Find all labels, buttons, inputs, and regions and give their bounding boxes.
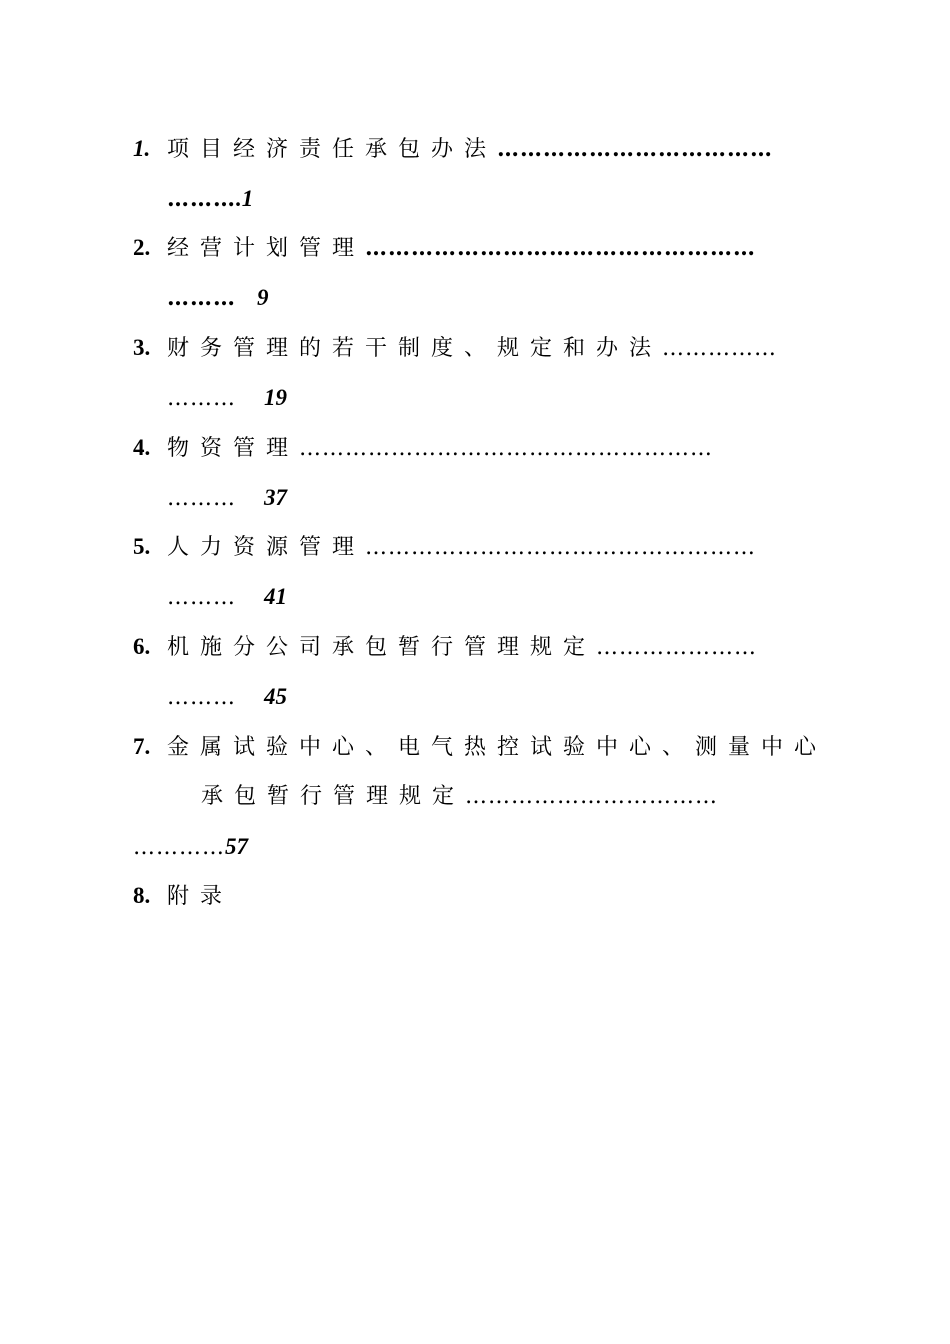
toc-item-3-continuation xyxy=(167,383,287,413)
toc-item-title: 经营计划管理 xyxy=(167,236,366,261)
toc-leader-dots: …………… xyxy=(662,336,778,361)
toc-item-page: 41 xyxy=(263,584,287,609)
toc-leader-dots: ……………………………… xyxy=(497,136,774,162)
toc-leader-dots: ……… xyxy=(167,585,236,610)
toc-item-2[interactable] xyxy=(133,233,756,263)
toc-leader-dots: …………………………………………… xyxy=(365,535,757,560)
toc-item-4[interactable] xyxy=(133,433,713,463)
toc-item-title: 金属试验中心、电气热控试验中心、测量中心 xyxy=(167,735,828,760)
toc-item-8[interactable] xyxy=(133,881,233,911)
toc-leader-dots: …………………………………………… xyxy=(365,235,757,261)
toc-item-page: 45 xyxy=(263,684,287,709)
toc-item-page: 9 xyxy=(256,285,269,310)
toc-item-2-continuation xyxy=(167,283,268,313)
toc-item-page: 57 xyxy=(225,834,248,859)
toc-item-5[interactable] xyxy=(133,532,756,562)
toc-item-number: 1. xyxy=(133,136,151,161)
toc-item-1[interactable] xyxy=(133,134,773,164)
toc-item-title: 物资管理 xyxy=(167,436,300,461)
toc-item-6-continuation xyxy=(167,682,287,712)
toc-item-title-line2: 承包暂行管理规定 xyxy=(201,784,466,809)
toc-leader-dots: ………… xyxy=(133,835,225,860)
toc-item-3[interactable] xyxy=(133,333,777,363)
toc-item-number: 8. xyxy=(133,883,151,908)
toc-leader-dots: ……… xyxy=(167,486,236,511)
toc-leader-dots: …………………………… xyxy=(465,784,719,809)
toc-item-title: 人力资源管理 xyxy=(167,535,366,560)
toc-leader-dots: ……………………………………………… xyxy=(299,436,714,461)
toc-item-number: 6. xyxy=(133,634,151,659)
toc-item-title: 财务管理的若干制度、规定和办法 xyxy=(167,336,663,361)
toc-item-number: 7. xyxy=(133,734,151,759)
toc-item-7-continuation xyxy=(133,832,248,862)
toc-item-page: 37 xyxy=(263,485,287,510)
toc-leader-dots: ……… xyxy=(167,685,236,710)
toc-item-5-continuation xyxy=(167,582,287,612)
toc-leader-dots: ……… xyxy=(167,285,236,311)
toc-item-number: 2. xyxy=(133,235,151,260)
toc-leader-dots: ……… xyxy=(167,186,236,212)
toc-item-7[interactable] xyxy=(133,732,827,762)
toc-item-page: .1 xyxy=(236,186,254,211)
toc-item-6[interactable] xyxy=(133,632,757,662)
toc-item-number: 4. xyxy=(133,435,151,460)
toc-item-number: 3. xyxy=(133,335,151,360)
toc-item-4-continuation xyxy=(167,483,287,513)
toc-item-7-title-continuation xyxy=(201,782,718,812)
toc-item-title: 附录 xyxy=(167,884,234,909)
toc-leader-dots: ………………… xyxy=(596,635,758,660)
toc-item-1-continuation xyxy=(167,184,253,214)
toc-item-title: 项目经济责任承包办法 xyxy=(167,137,498,162)
toc-item-title: 机施分公司承包暂行管理规定 xyxy=(167,635,597,660)
toc-item-page: 19 xyxy=(263,385,287,410)
toc-leader-dots: ……… xyxy=(167,386,236,411)
toc-item-number: 5. xyxy=(133,534,151,559)
